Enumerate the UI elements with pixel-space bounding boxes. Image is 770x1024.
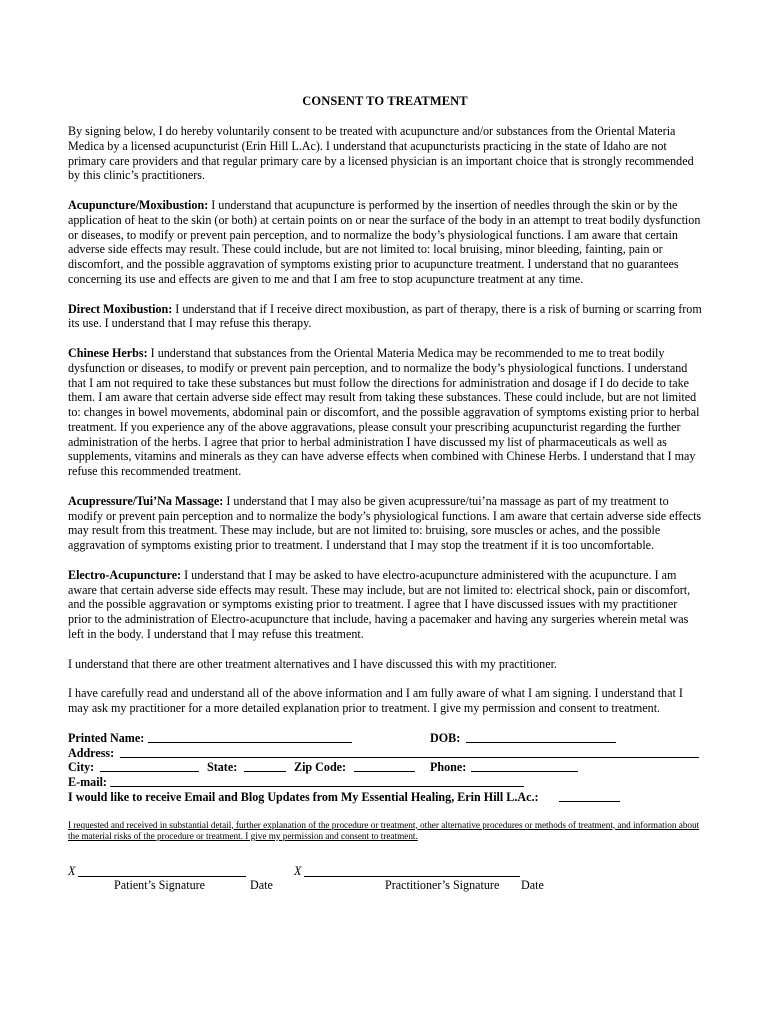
section-acupuncture-moxibustion	[68, 198, 702, 287]
phone-field[interactable]	[471, 760, 578, 772]
section-heading: Direct Moxibustion:	[68, 301, 173, 316]
printed-name-label: Printed Name:	[68, 730, 145, 745]
patient-info-form	[68, 731, 702, 805]
signature-block	[68, 864, 702, 896]
form-row-address	[68, 746, 702, 761]
state-field[interactable]	[244, 760, 286, 772]
section-acupressure-massage	[68, 494, 702, 553]
section-heading: Acupuncture/Moxibustion:	[68, 198, 209, 212]
section-chinese-herbs	[68, 346, 702, 479]
practitioner-date-label: Date	[521, 877, 544, 892]
practitioner-signature-line[interactable]	[304, 876, 520, 877]
section-electro-acupuncture	[68, 568, 702, 642]
section-direct-moxibustion	[68, 302, 702, 332]
email-field[interactable]	[110, 775, 524, 787]
section-text: I understand that if I receive direct moxibustion, as part of therapy, there is a risk of burning or scarring from its use. I understand that I may refuse this therapy.	[68, 301, 702, 331]
address-label: Address:	[68, 745, 115, 760]
state-label: State:	[207, 760, 238, 775]
practitioner-x-mark: X	[294, 863, 302, 878]
intro-paragraph: By signing below, I do hereby voluntarily consent to be treated with acupuncture and/or substances from the Oriental Materia Medica by a licensed acupuncturist (Erin Hill L.Ac). I understand that acupuncturists practicing in the state of Idaho are not primary care providers and that regular primary care by a licensed physician is an important choice that is strongly recommended by this clinic’s practitioners.	[68, 124, 694, 183]
address-field[interactable]	[120, 746, 699, 758]
page-title: CONSENT TO TREATMENT	[302, 94, 468, 108]
section-text: I understand that I may be asked to have electro-acupuncture administered with the acupuncture. I am aware that certain adverse side effects may result. These may include, but are not limited to: electrical shock, pain or discomfort, and the possible aggravation or symptoms existing prior to treatment. I agree that I have discussed issues with my practitioner prior to the administration of Electro-acupuncture that include, having a pacemaker and having any surgeries wherein metal was left in the body. I understand that I may refuse this treatment.	[68, 567, 691, 641]
city-field[interactable]	[100, 760, 199, 772]
email-label: E-mail:	[68, 775, 107, 789]
patient-signature-label: Patient’s Signature	[114, 877, 206, 892]
updates-optin-field[interactable]	[559, 790, 620, 802]
alternatives-paragraph: I understand that there are other treatment alternatives and I have discussed this with my practitioner.	[68, 656, 557, 671]
form-row-name	[68, 731, 702, 746]
section-heading: Chinese Herbs:	[68, 346, 148, 360]
section-heading: Electro-Acupuncture:	[68, 567, 182, 582]
section-text: I understand that substances from the Oriental Materia Medica may be recommended to me to treat bodily dysfunction or diseases, to modify or prevent pain perception, and to normalize the body’s physiological functions. I understand that I am not required to take these substances but must follow the directions for administration and dosage if I do decide to take them. I am aware that certain adverse side effect may result from taking these substances. These could include, but are not limited to: changes in bowel movements, abdominal pain or discomfort, and the possible aggravation of symptoms existing prior to herbal treatment. If you experience any of the above aggravations, please consult your prescribing acupuncturist regarding the further administration of the herbs. I agree that prior to herbal administration I have discussed my list of pharmaceuticals as well as supplements, vitamins and minerals as they can have adverse effects when combined with Chinese Herbs. I understand that I may refuse this recommended treatment.	[68, 346, 700, 478]
form-row-updates	[68, 790, 702, 805]
phone-label: Phone:	[430, 760, 467, 775]
section-heading: Acupressure/Tui’Na Massage:	[68, 493, 224, 508]
updates-optin-label: I would like to receive Email and Blog Updates from My Essential Healing, Erin Hill L.Ac.:	[68, 789, 539, 804]
form-row-city	[68, 760, 702, 775]
fine-print-statement: I requested and received in substantial detail, further explanation of the procedure or treatment, other alternative procedures or methods of treatment, and information about the material risks of the procedure or treatment. I give my permission and consent to treatment.	[68, 819, 700, 841]
patient-x-mark: X	[68, 863, 76, 878]
dob-field[interactable]	[466, 731, 616, 743]
dob-label: DOB:	[430, 730, 461, 745]
city-label: City:	[68, 760, 95, 775]
printed-name-field[interactable]	[148, 731, 352, 743]
section-text: I understand that I may also be given acupressure/tui’na massage as part of my treatment to modify or prevent pain perception and to normalize the body’s physiological functions. I am aware that certain adverse side effects may result from this treatment. These may include, but are not limited to: bruising, sore muscles or aches, and the possible aggravation of symptoms existing prior to treatment. I understand that I may stop the treatment if it is too uncomfortable.	[68, 493, 702, 552]
acknowledgement-paragraph: I have carefully read and understand all of the above information and I am fully aware of what I am signing. I understand that I may ask my practitioner for a more detailed explanation prior to treatment. I give my permission and consent to treatment.	[68, 686, 683, 715]
form-row-email	[68, 775, 702, 790]
patient-date-label: Date	[250, 877, 273, 892]
practitioner-signature-label: Practitioner’s Signature	[385, 877, 500, 892]
zip-code-field[interactable]	[354, 760, 415, 772]
section-text: I understand that acupuncture is performed by the insertion of needles through the skin or by the application of heat to the skin (or both) at certain points on or near the surface of the body in an attempt to treat bodily dysfunction or diseases, to modify or prevent pain perception, and to normalize the body’s physiological functions. I am aware that certain adverse side effects may result. These could include, but are not limited to: local bruising, minor bleeding, fainting, pain or discomfort, and the possible aggravation of symptoms existing prior to acupuncture treatment. I understand that no guarantees concerning its use and effects are given to me and that I am free to stop acupuncture treatment at any time.	[68, 198, 701, 286]
zip-code-label: Zip Code:	[294, 760, 347, 775]
patient-signature-line[interactable]	[78, 876, 246, 877]
